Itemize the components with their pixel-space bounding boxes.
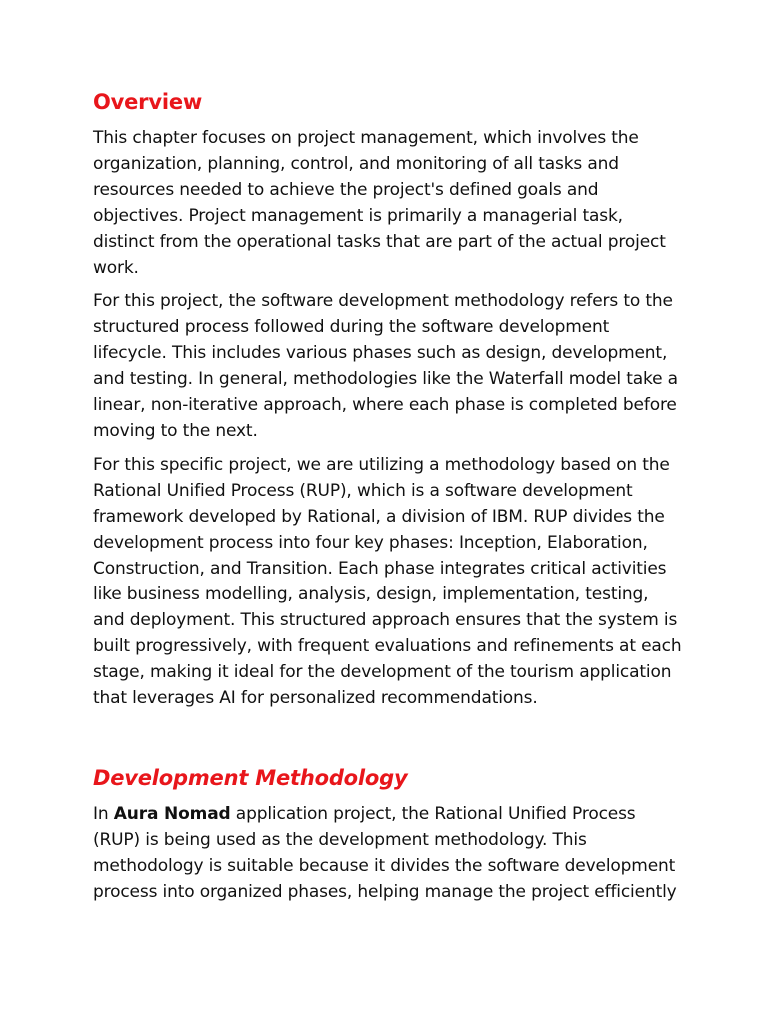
intro-text: application project, the Rational Unified Process (RUP) is being used as the development methodology. This methodology is suitable because it divides the software development process into organized phases, helping manage the project efficiently [93,803,677,902]
paragraph: This chapter focuses on project management, which involves the organization, planning, control, and monitoring of all tasks and resources needed to achieve the project's defined goals and objectives. Project management is primarily a managerial task, distinct from the operational tasks that are part of the actual project work. [93,128,666,278]
project-name: Aura Nomad [113,803,231,824]
document-page [93,88,683,914]
section-spacer [93,720,683,764]
section-heading-development-methodology: Development Methodology [93,765,408,790]
intro-prefix: In [93,803,114,824]
paragraph: For this project, the software development methodology refers to the structured process followed during the software development lifecycle. This includes various phases such as design, development, and testing. In general, methodologies like the Waterfall model take a linear, non-iterative approach, where each phase is completed before moving to the next. [93,291,678,441]
paragraph: For this specific project, we are utilizing a methodology based on the Rational Unified Process (RUP), which is a software development framework developed by Rational, a division of IBM. RUP divides the development process into four key phases: Inception, Elaboration, Construction, and Transition. Each phase integrates critical activities like business modelling, analysis, design, implementation, testing, and deployment. This structured approach ensures that the system is built progressively, with frequent evaluations and refinements at each stage, making it ideal for the development of the tourism application that leverages AI for personalized recommendations. [93,454,682,709]
section-heading-overview: Overview [93,90,203,114]
paragraph [93,802,683,906]
